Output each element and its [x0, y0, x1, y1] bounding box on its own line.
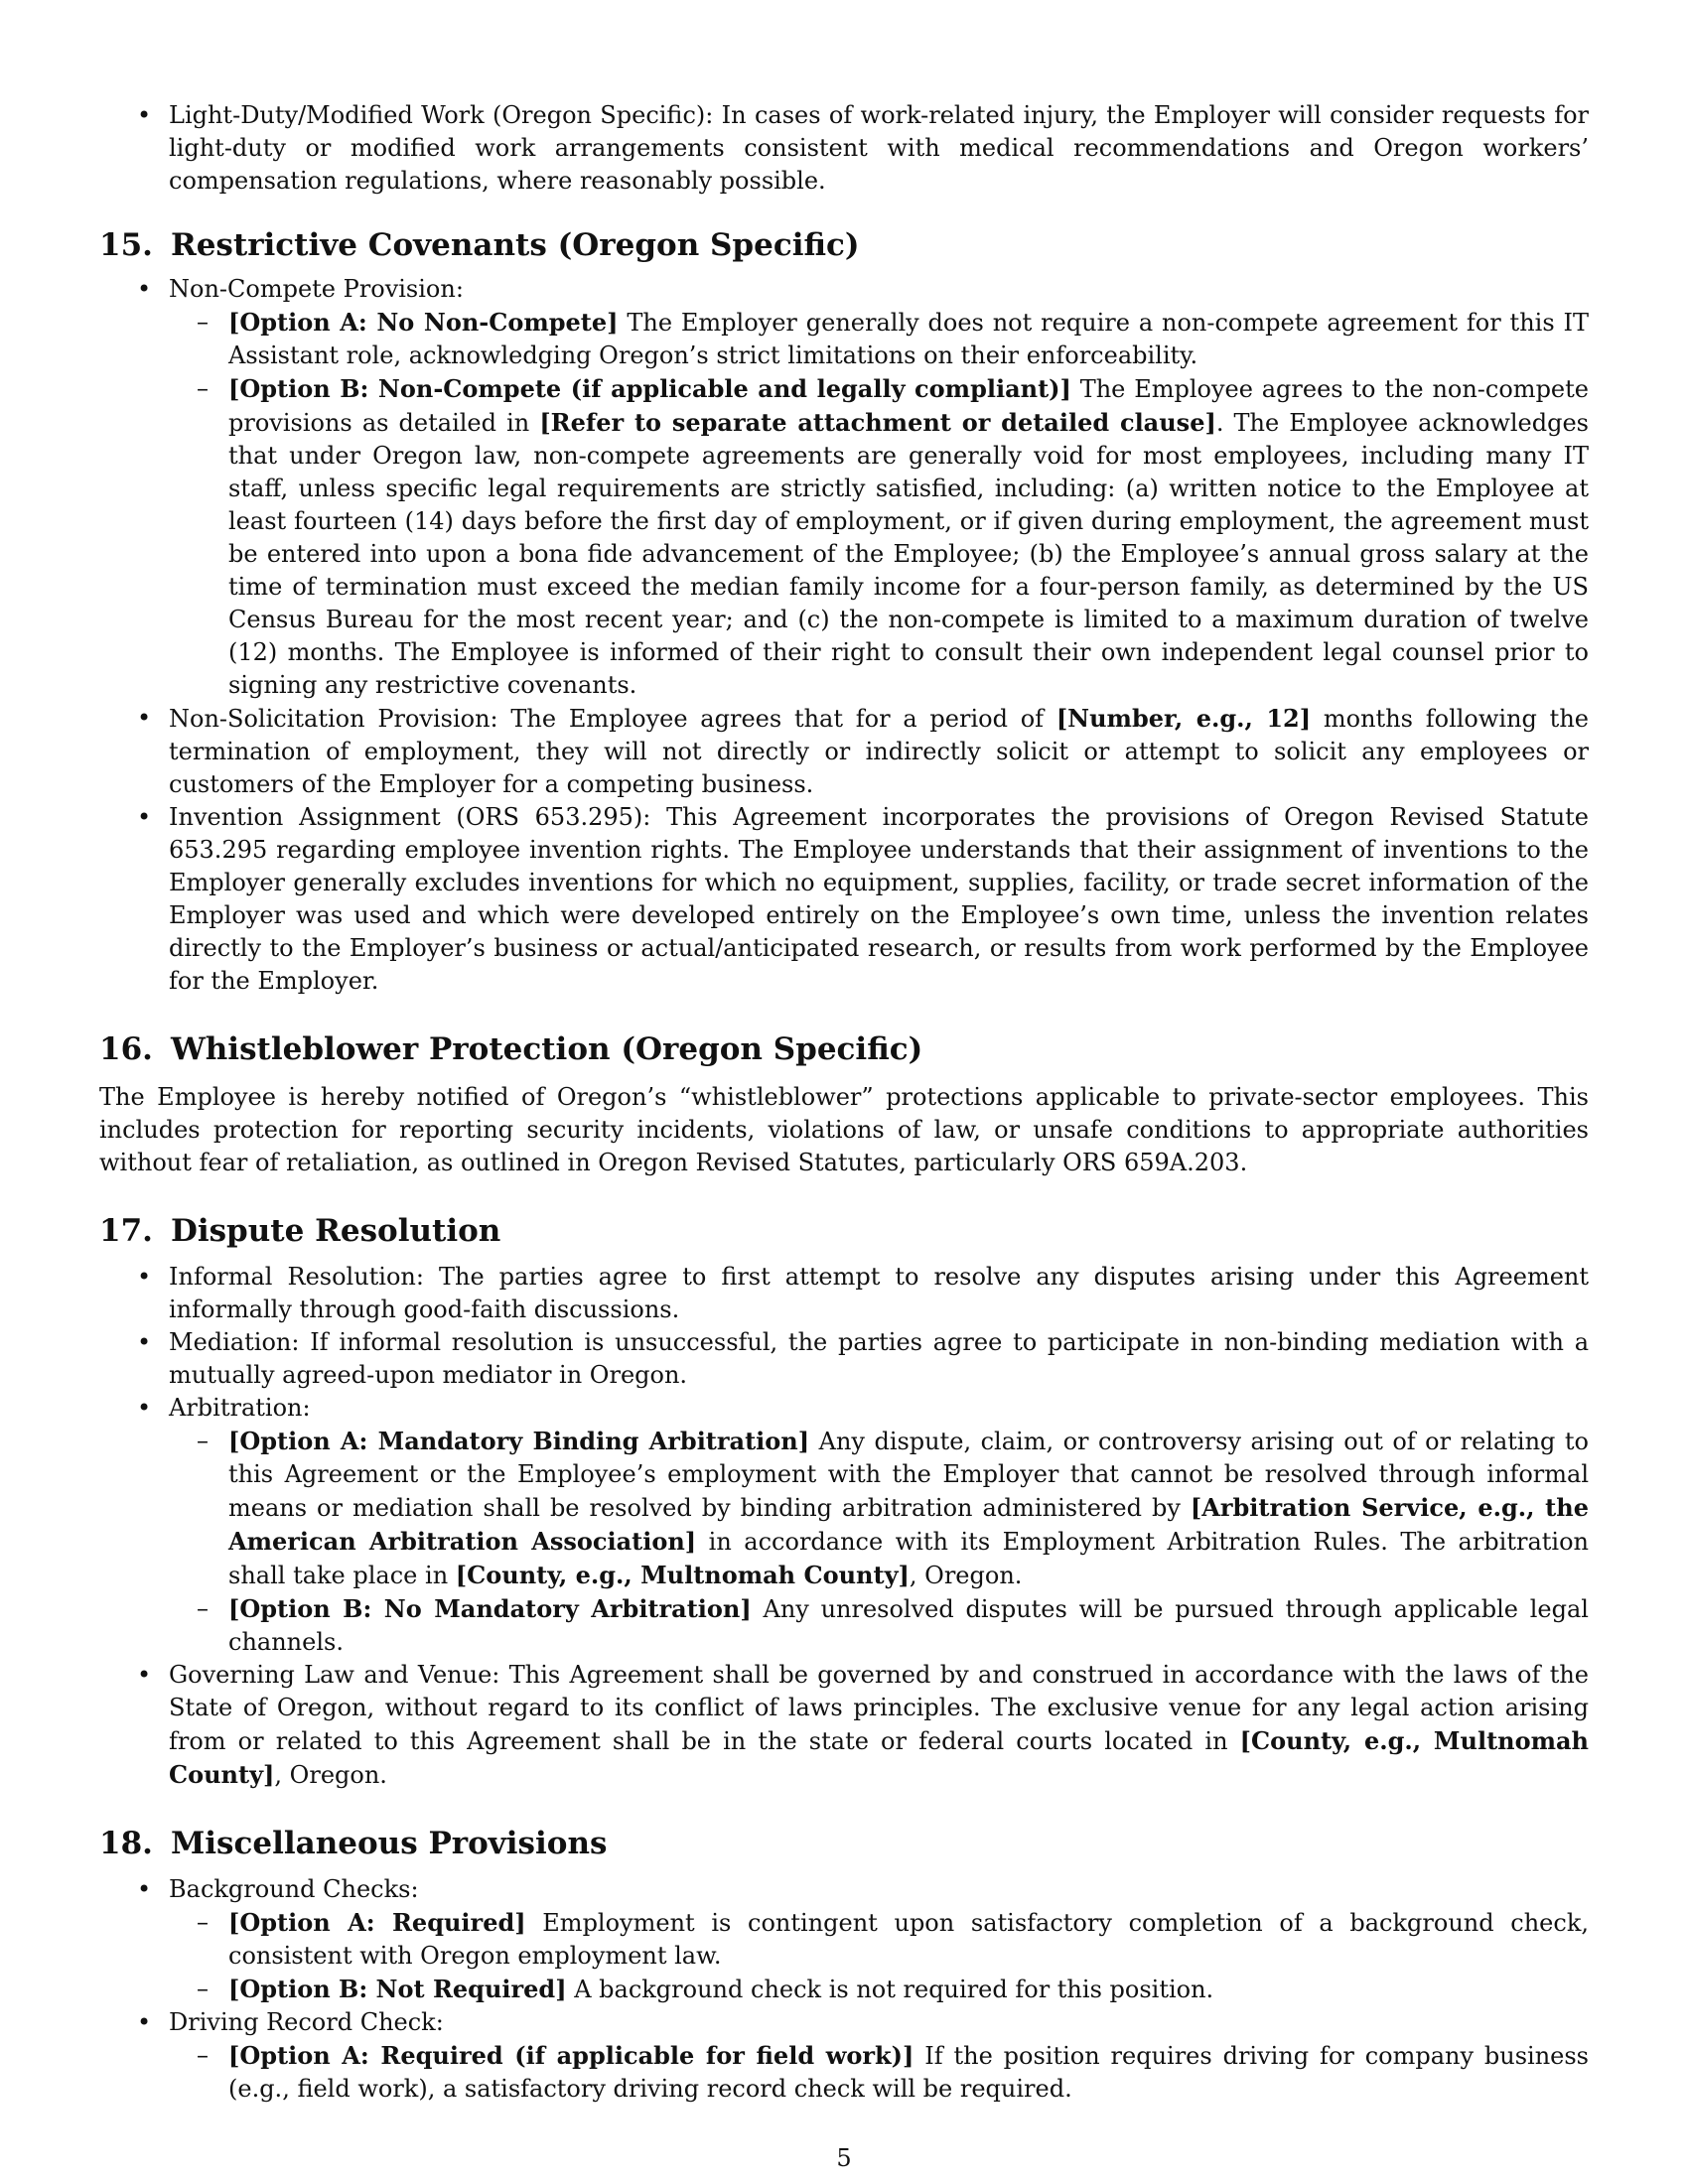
- list-item-informal-resolution: • Informal Resolution: The parties agree to first attempt to resolve any disputes arising under this Agreement informally through good-faith discussions.: [99, 1261, 1589, 1326]
- list-item-background-checks: • Background Checks:: [99, 1873, 1589, 1906]
- list-item-non-compete: • Non-Compete Provision:: [99, 273, 1589, 306]
- list-item-light-duty: • Light-Duty/Modified Work (Oregon Specific): In cases of work-related injury, the Employer will consider requests for light-duty or modified work arrangements consistent with medical recommendations and Oregon workers’ compensation regulations, where reasonably possible.: [99, 99, 1589, 198]
- list-item-non-solicitation: • Non-Solicitation Provision: The Employee agrees that for a period of [Number, e.g., 12] months following the termination of employment, they will not directly or indirectly solicit or attempt to solicit any employees or customers of the Employer for a competing business.: [99, 702, 1589, 801]
- sub-item-noncompete-option-a: – [Option A: No Non-Compete] The Employer generally does not require a non-compete agreement for this IT Assistant role, acknowledging Oregon’s strict limitations on their enforceability.: [99, 306, 1589, 372]
- section-heading-16: 16. Whistleblower Protection (Oregon Specific): [99, 1031, 923, 1067]
- sub-item-driving-option-a: – [Option A: Required (if applicable for field work)] If the position requires driving for company business (e.g., field work), a satisfactory driving record check will be required.: [99, 2039, 1589, 2106]
- document-page: [99, 99, 1589, 2106]
- list-item-invention-assignment: • Invention Assignment (ORS 653.295): This Agreement incorporates the provisions of Oregon Revised Statute 653.295 regarding employee invention rights. The Employee understands that their assignment of inventions to the Employer generally excludes inventions for which no equipment, supplies, facility, or trade secret information of the Employer was used and which were developed entirely on the Employee’s own time, unless the invention relates directly to the Employer’s business or actual/anticipated research, or results from work performed by the Employee for the Employer.: [99, 801, 1589, 998]
- list-item-mediation: • Mediation: If informal resolution is unsuccessful, the parties agree to participate in non-binding mediation with a mutually agreed-upon mediator in Oregon.: [99, 1326, 1589, 1392]
- page-number: 5: [836, 2144, 852, 2172]
- sub-item-noncompete-option-b: – [Option B: Non-Compete (if applicable and legally compliant)] The Employee agrees to the non-compete provisions as detailed in [Refer to separate attachment or detailed clause]. The Employee acknowledges that under Oregon law, non-compete agreements are generally void for most employees, including many IT staff, unless specific legal requirements are strictly satisfied, including: (a) written notice to the Employee at least fourteen (14) days before the first day of employment, or if given during employment, the agreement must be entered into upon a bona fide advancement of the Employee; (b) the Employee’s annual gross salary at the time of termination must exceed the median family income for a four-person family, as determined by the US Census Bureau for the most recent year; and (c) the non-compete is limited to a maximum duration of twelve (12) months. The Employee is informed of their right to consult their own independent legal counsel prior to signing any restrictive covenants.: [99, 372, 1589, 702]
- sub-item-background-option-b: – [Option B: Not Required] A background check is not required for this position.: [99, 1973, 1589, 2006]
- sub-item-background-option-a: – [Option A: Required] Employment is contingent upon satisfactory completion of a background check, consistent with Oregon employment law.: [99, 1906, 1589, 1973]
- section-heading-17: 17. Dispute Resolution: [99, 1213, 501, 1249]
- section-heading-18: 18. Miscellaneous Provisions: [99, 1826, 608, 1861]
- sub-item-arbitration-option-a: – [Option A: Mandatory Binding Arbitration] Any dispute, claim, or controversy arising out of or relating to this Agreement or the Employee’s employment with the Employer that cannot be resolved through informal means or mediation shall be resolved by binding arbitration administered by [Arbitration Service, e.g., the American Arbitration Association] in accordance with its Employment Arbitration Rules. The arbitration shall take place in [County, e.g., Multnomah County], Oregon.: [99, 1425, 1589, 1592]
- section-heading-15: 15. Restrictive Covenants (Oregon Specific): [99, 227, 860, 263]
- list-item-driving-record: • Driving Record Check:: [99, 2006, 1589, 2039]
- sub-item-arbitration-option-b: – [Option B: No Mandatory Arbitration] Any unresolved disputes will be pursued through applicable legal channels.: [99, 1592, 1589, 1659]
- list-item-governing-law: • Governing Law and Venue: This Agreement shall be governed by and construed in accordance with the laws of the State of Oregon, without regard to its conflict of laws principles. The exclusive venue for any legal action arising from or related to this Agreement shall be in the state or federal courts located in [County, e.g., Multnomah County], Oregon.: [99, 1659, 1589, 1792]
- whistleblower-paragraph: The Employee is hereby notified of Oregon’s “whistleblower” protections applicable to private-sector employees. This includes protection for reporting security incidents, violations of law, or unsafe conditions to appropriate authorities without fear of retaliation, as outlined in Oregon Revised Statutes, particularly ORS 659A.203.: [99, 1083, 1589, 1176]
- list-item-arbitration: • Arbitration:: [99, 1392, 1589, 1425]
